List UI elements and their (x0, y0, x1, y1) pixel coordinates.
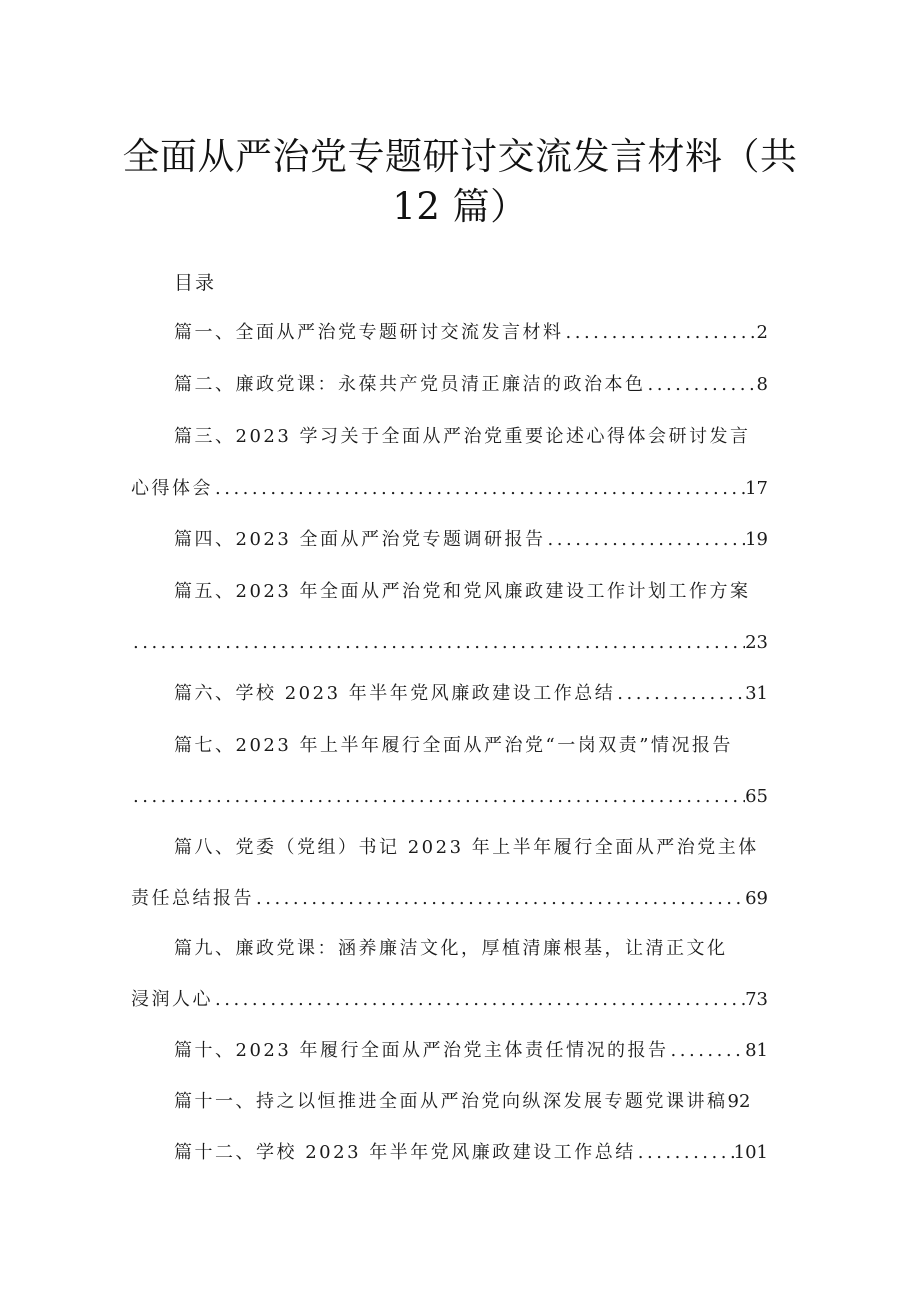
toc-entry-1[interactable] (174, 320, 768, 346)
toc-leader-dots (254, 886, 745, 912)
toc-entry-2[interactable] (174, 372, 768, 398)
toc-entry-11[interactable] (174, 1089, 768, 1115)
toc-page-number: 19 (745, 529, 768, 550)
toc-entry-7-line1[interactable]: 篇七、2023 年上半年履行全面从严治党“一岗双责”情况报告 (174, 735, 733, 756)
toc-entry-3-line2[interactable] (131, 476, 768, 502)
toc-leader-dots (669, 1038, 746, 1064)
document-title: 全面从严治党专题研讨交流发言材料（共 12 篇） (122, 135, 798, 228)
toc-leader-dots (546, 527, 746, 553)
toc-entry-8-line2[interactable] (131, 886, 768, 912)
toc-entry-title: 篇一、全面从严治党专题研讨交流发言材料 (174, 322, 564, 343)
toc-page-number: 23 (745, 632, 768, 653)
toc-leader-dots (131, 784, 745, 810)
toc-entry-7-line2[interactable] (131, 784, 768, 810)
toc-entry-5-line1[interactable]: 篇五、2023 年全面从严治党和党风廉政建设工作计划工作方案 (174, 581, 751, 602)
toc-page-number: 73 (745, 989, 768, 1010)
toc-page-number: 101 (733, 1142, 768, 1163)
toc-entry-9-line1[interactable]: 篇九、廉政党课：涵养廉洁文化，厚植清廉根基，让清正文化 (174, 938, 728, 959)
toc-leader-dots (213, 987, 745, 1013)
toc-page-number: 69 (745, 888, 768, 909)
toc-entry-3-line1[interactable]: 篇三、2023 学习关于全面从严治党重要论述心得体会研讨发言 (174, 426, 751, 447)
toc-page-number: 8 (756, 374, 768, 395)
toc-entry-title: 篇十二、学校 2023 年半年党风廉政建设工作总结 (174, 1142, 636, 1163)
toc-entry-title: 浸润人心 (131, 989, 213, 1010)
toc-page-number: 2 (756, 322, 768, 343)
toc-leader-dots (636, 1140, 734, 1166)
toc-entry-8-line1[interactable]: 篇八、党委（党组）书记 2023 年上半年履行全面从严治党主体 (174, 837, 759, 858)
toc-entry-9-line2[interactable] (131, 987, 768, 1013)
toc-entry-title: 篇十一、持之以恒推进全面从严治党向纵深发展专题党课讲稿 (174, 1091, 728, 1112)
toc-page-number: 65 (745, 786, 768, 807)
toc-entry-5-line2[interactable] (131, 630, 768, 656)
toc-entry-title: 责任总结报告 (131, 888, 254, 909)
toc-page-number: 81 (745, 1040, 768, 1061)
toc-entry-4[interactable] (174, 527, 768, 553)
toc-leader-dots (131, 630, 745, 656)
toc-leader-dots (646, 372, 757, 398)
toc-leader-dots (615, 681, 745, 707)
toc-leader-dots (564, 320, 757, 346)
toc-heading: 目录 (174, 272, 217, 294)
toc-entry-title: 篇四、2023 全面从严治党专题调研报告 (174, 529, 546, 550)
toc-page-number: 92 (727, 1091, 751, 1112)
toc-entry-title: 篇六、学校 2023 年半年党风廉政建设工作总结 (174, 683, 616, 704)
toc-entry-12[interactable] (174, 1140, 768, 1166)
toc-page-number: 17 (745, 478, 768, 499)
toc-entry-title: 篇二、廉政党课：永葆共产党员清正廉洁的政治本色 (174, 374, 646, 395)
toc-entry-6[interactable] (174, 681, 768, 707)
toc-entry-10[interactable] (174, 1038, 768, 1064)
toc-leader-dots (213, 476, 745, 502)
toc-page-number: 31 (745, 683, 768, 704)
toc-entry-title: 心得体会 (131, 478, 213, 499)
toc-entry-title: 篇十、2023 年履行全面从严治党主体责任情况的报告 (174, 1040, 669, 1061)
